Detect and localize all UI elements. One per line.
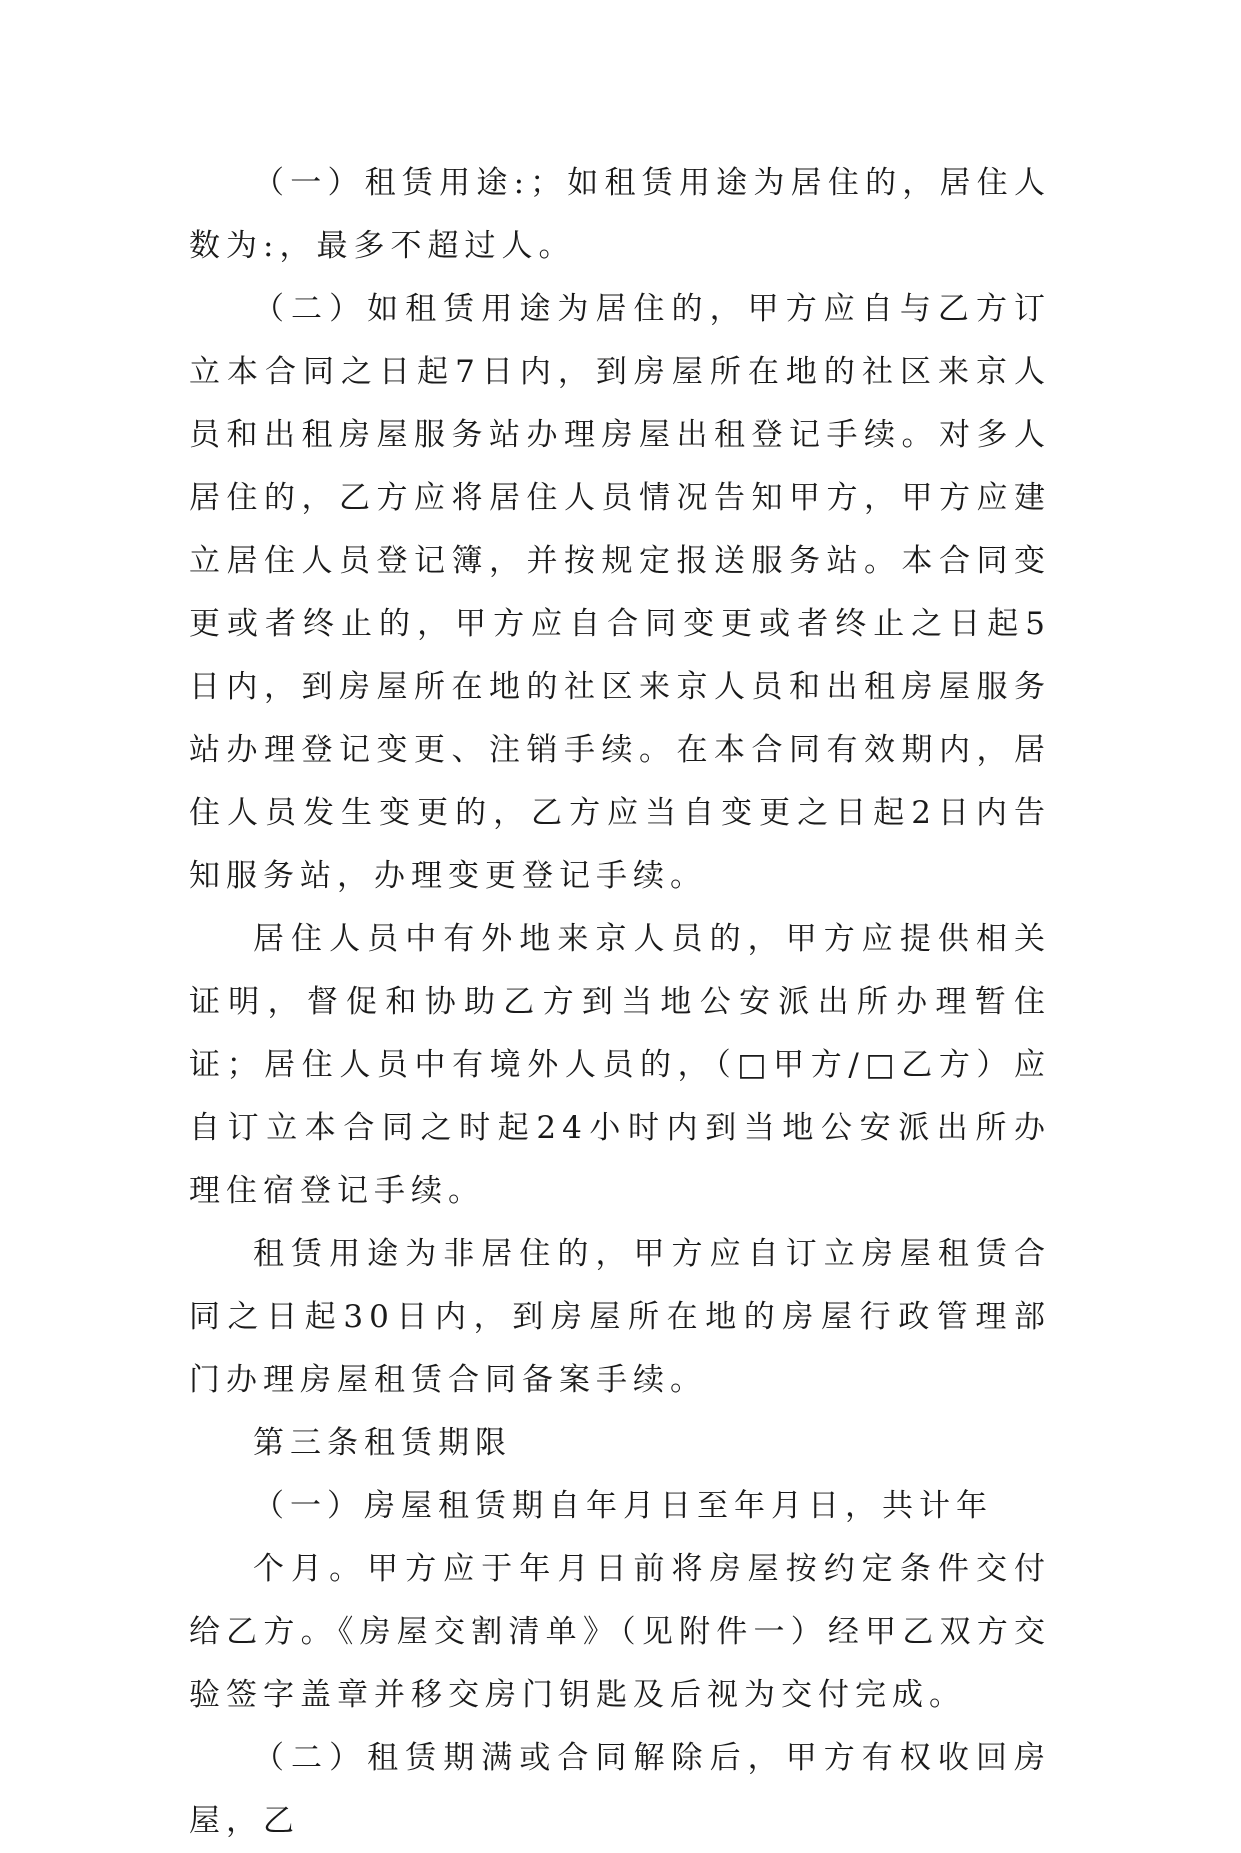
paragraph-nonlocal-residents: 居住人员中有外地来京人员的，甲方应提供相关证明，督促和协助乙方到当地公安派出所办理暂住证；居住人员中有境外人员的，（□甲方/□乙方）应自订立本合同之时起24小时内到当地公安派出所办理住宿登记手续。	[189, 921, 1051, 1209]
paragraph-delivery: 个月。甲方应于年月日前将房屋按约定条件交付给乙方。《房屋交割清单》（见附件一）经甲乙双方交验签字盖章并移交房门钥匙及后视为交付完成。	[189, 1551, 1051, 1713]
paragraph-expiry: （二）租赁期满或合同解除后，甲方有权收回房屋，乙	[189, 1740, 1051, 1839]
document-body	[189, 152, 1051, 1853]
section-heading-lease-term: 第三条租赁期限	[253, 1425, 512, 1461]
paragraph-usage: （一）租赁用途:；如租赁用途为居住的，居住人数为:，最多不超过人。	[189, 165, 1051, 264]
paragraph-registration: （二）如租赁用途为居住的，甲方应自与乙方订立本合同之日起7日内，到房屋所在地的社区来京人员和出租房屋服务站办理房屋出租登记手续。对多人居住的，乙方应将居住人员情况告知甲方，甲方应建立居住人员登记簿，并按规定报送服务站。本合同变更或者终止的，甲方应自合同变更或者终止之日起5日内，到房屋所在地的社区来京人员和出租房屋服务站办理登记变更、注销手续。在本合同有效期内，居住人员发生变更的，乙方应当自变更之日起2日内告知服务站，办理变更登记手续。	[189, 291, 1051, 894]
paragraph-lease-period: （一）房屋租赁期自年月日至年月日，共计年	[253, 1488, 993, 1524]
paragraph-non-residential: 租赁用途为非居住的，甲方应自订立房屋租赁合同之日起30日内，到房屋所在地的房屋行政管理部门办理房屋租赁合同备案手续。	[189, 1236, 1051, 1398]
